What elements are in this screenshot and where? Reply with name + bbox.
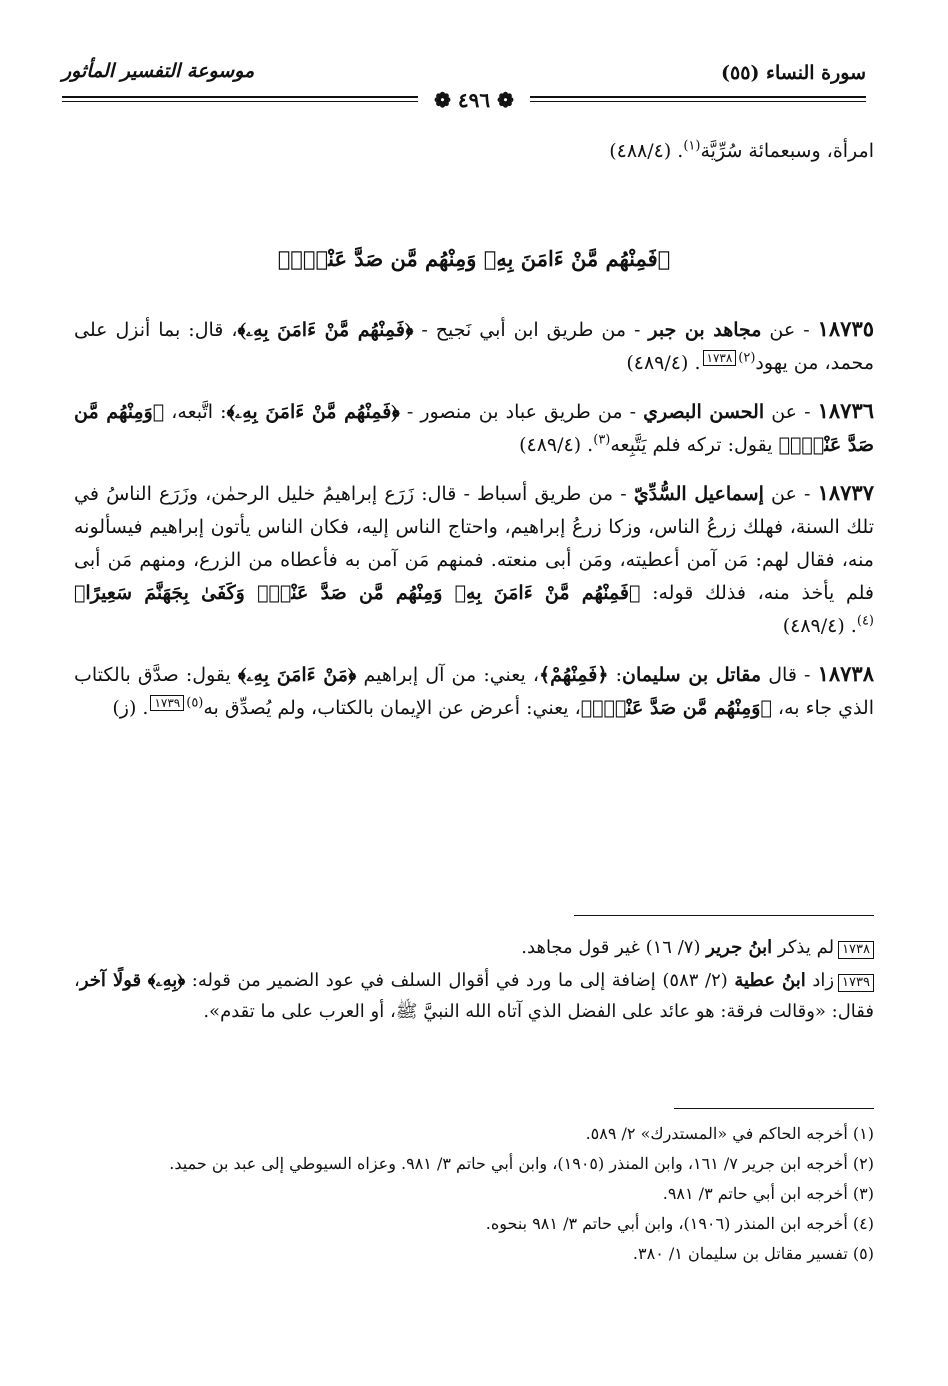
book-title: موسوعة التفسير المأثور xyxy=(62,60,255,82)
editorial-note: ١٧٣٨لم يذكر ابنُ جرير (٧/ ١٦) غير قول مجاهد. xyxy=(74,932,874,963)
footnote-ref[interactable]: (٥) xyxy=(186,695,204,711)
entry-number: ١٨٧٣٨ xyxy=(817,661,874,686)
narration-entry: ١٨٧٣٧ - عن إسماعيل السُّدِّيّ - من طريق أسباط - قال: زَرَع إبراهيمُ خليل الرحمٰن، وزَرَع الناسُ في تلك السنة، فهلك زرعُ الناس، وزكا زرعُ إبراهيم، واحتاج الناس إليه، فكان الناس يأتون إبراهيم فيسألونه منه، فقال لهم: مَن آمن أعطيته، ومَن أبى منعته. فمنهم مَن آمن به فأعطاه من الزرع، ومنهم مَن أبى فلم يأخذ منه، فذلك قوله: ﴿فَمِنْهُم مَّنْ ءَامَنَ بِهِۦ وَمِنْهُم مَّن صَدَّ عَنْهُۚ وَكَفَىٰ بِجَهَنَّمَ سَعِيرًا﴾$^{(٤)}$. (٤٨٩/٤) xyxy=(74,480,874,637)
footnote-ref[interactable]: (٤) xyxy=(856,613,874,629)
page-number: ❁ ٤٩٦ ❁ xyxy=(418,88,530,112)
volume-page-ref: . (٤٨٨/٤) xyxy=(609,140,684,162)
quran-quote: ﴿فَمِنْهُم مَّنْ ءَامَنَ بِهِۦ﴾ xyxy=(237,319,414,341)
footnotes-separator xyxy=(674,1108,874,1109)
footnote: (١) أخرجه الحاكم في «المستدرك» ٢/ ٥٨٩. xyxy=(585,1124,874,1143)
footnote-ref[interactable]: (١) xyxy=(683,138,701,154)
volume-page-ref: . (٤٨٩/٤) xyxy=(626,352,701,374)
note-number-box: ١٧٣٨ xyxy=(838,941,874,959)
note-number-box: ١٧٣٩ xyxy=(838,974,874,992)
narration-entry: ١٨٧٣٥ - عن مجاهد بن جبر - من طريق ابن أبي نَجيح - ﴿فَمِنْهُم مَّنْ ءَامَنَ بِهِۦ﴾، قال: بما أنزل على محمد، من يهود$^{(٢)}$١٧٣٨. (٤٨٩/٤) xyxy=(74,316,875,374)
editorial-note: ١٧٣٩زاد ابنُ عطية (٢/ ٥٨٣) إضافة إلى ما ورد في أقوال السلف في عود الضمير من قوله: ﴿بِهِۦ﴾ قولًا آخر، فقال: «وقالت فرقة: هو عائد على الفضل الذي آتاه الله النبيَّ ﷺ، أو العرب على ما تقدم». xyxy=(74,970,874,1022)
quran-quote: ﴿بِهِۦ﴾ xyxy=(147,970,186,991)
footnote-ref[interactable]: (٣) xyxy=(593,432,611,448)
editorial-notes xyxy=(74,932,874,1029)
emphasis-text: قولًا آخر xyxy=(79,970,142,991)
footnote: (٤) أخرجه ابن المنذر (١٩٠٦)، وابن أبي حاتم ٣/ ٩٨١ بنحوه. xyxy=(485,1214,874,1233)
continuation-line: امرأة، وسبعمائة سُرِّيَّة$^{(١)}$. (٤٨٨/٤) xyxy=(609,138,874,162)
quran-quote: ﴿فَمِنْهُمْ﴾ xyxy=(539,664,609,686)
note-ref-box[interactable]: ١٧٣٩ xyxy=(150,695,184,711)
narration-entry: ١٨٧٣٦ - عن الحسن البصري - من طريق عباد بن منصور - ﴿فَمِنْهُم مَّنْ ءَامَنَ بِهِۦ﴾: اتَّبعه، ﴿وَمِنْهُم مَّن صَدَّ عَنْهُۚ﴾ يقول: تركه فلم يَتَّبِعه$^{(٣)}$. (٤٨٩/٤) xyxy=(74,398,875,456)
narrator-name: الحسن البصري xyxy=(643,401,765,423)
narrator-name: مقاتل بن سليمان xyxy=(622,664,762,686)
quran-quote: ﴿فَمِنْهُم مَّنْ ءَامَنَ بِهِۦ وَمِنْهُم مَّن صَدَّ عَنْهُۚ وَكَفَىٰ بِجَهَنَّمَ سَعِيرًا﴾ xyxy=(74,582,641,604)
volume-page-ref: . (٤٨٩/٤) xyxy=(782,615,857,637)
footnote: (٥) تفسير مقاتل بن سليمان ١/ ٣٨٠. xyxy=(632,1244,874,1263)
narrator-name: مجاهد بن جبر xyxy=(648,319,762,341)
quran-quote: ﴿وَمِنْهُم مَّن صَدَّ عَنْهُۚ﴾ xyxy=(74,401,874,456)
surah-header: سورة النساء (٥٥) xyxy=(721,62,866,84)
entry-number: ١٨٧٣٧ xyxy=(817,480,874,505)
volume-page-ref: . (ز) xyxy=(112,697,149,719)
narration-entry: ١٨٧٣٨ - قال مقاتل بن سليمان: ﴿فَمِنْهُمْ﴾، يعني: من آل إبراهيم ﴿مَنْ ءَامَنَ بِهِۦ﴾ يقول: صدَّق بالكتاب الذي جاء به، ﴿وَمِنْهُم مَّن صَدَّ عَنْهُۚ﴾، يعني: أعرض عن الإيمان بالكتاب، ولم يُصدِّق به$^{(٥)}$١٧٣٩. (ز) xyxy=(74,661,874,719)
narrations xyxy=(74,312,874,739)
footnote: (٢) أخرجه ابن جرير ٧/ ١٦١، وابن المنذر (١٩٠٥)، وابن أبي حاتم ٣/ ٩٨١. وعزاه السيوطي إلى عبد بن حميد. xyxy=(169,1154,874,1173)
entry-number: ١٨٧٣٥ xyxy=(817,316,875,341)
quran-quote: ﴿مَنْ ءَامَنَ بِهِۦ﴾ xyxy=(237,664,357,686)
footnote: (٣) أخرجه ابن أبي حاتم ٣/ ٩٨١. xyxy=(662,1184,874,1203)
entry-number: ١٨٧٣٦ xyxy=(817,398,875,423)
quran-quote: ﴿فَمِنْهُم مَّنْ ءَامَنَ بِهِۦ﴾ xyxy=(226,401,400,423)
note-ref-box[interactable]: ١٧٣٨ xyxy=(703,350,737,366)
volume-page-ref: . (٤٨٩/٤) xyxy=(519,434,594,456)
footnotes xyxy=(74,1120,874,1270)
scholar-name: ابنُ جرير xyxy=(706,937,773,958)
quran-quote: ﴿وَمِنْهُم مَّن صَدَّ عَنْهُۚ﴾ xyxy=(580,697,772,719)
scholar-name: ابنُ عطية xyxy=(734,970,806,991)
notes-separator xyxy=(574,915,874,916)
ayah-heading: ﴿فَمِنْهُم مَّنْ ءَامَنَ بِهِۦ وَمِنْهُم مَّن صَدَّ عَنْهُۚ﴾ xyxy=(277,246,671,271)
narrator-name: إسماعيل السُّدِّيّ xyxy=(633,483,764,505)
footnote-ref[interactable]: (٢) xyxy=(738,350,756,366)
